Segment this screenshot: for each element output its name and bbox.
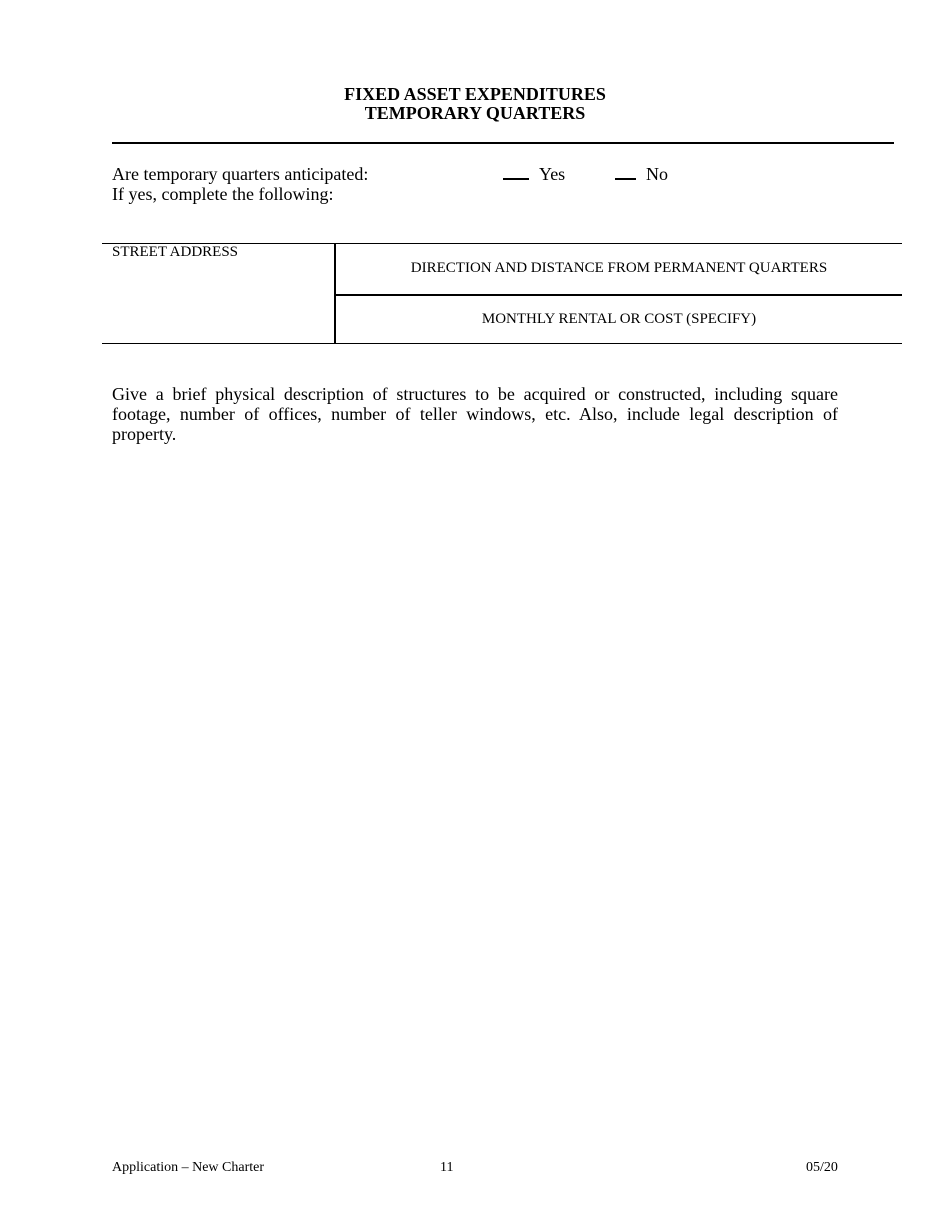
question-instruction: If yes, complete the following: [112,184,334,204]
table-bottom-border [102,343,902,344]
footer-form-name: Application – New Charter [112,1160,265,1175]
footer-revision-date: 05/20 [806,1160,838,1175]
monthly-rental-field[interactable]: MONTHLY RENTAL OR COST (SPECIFY) [481,311,757,327]
street-address-field[interactable]: STREET ADDRESS [112,244,238,260]
no-option[interactable] [615,164,668,184]
table-column-divider [334,243,336,344]
no-label: No [646,164,668,184]
direction-distance-field[interactable]: DIRECTION AND DISTANCE FROM PERMANENT QUARTERS [410,260,828,276]
question-text: Are temporary quarters anticipated: [112,164,369,184]
description-instructions: Give a brief physical description of structures to be acquired or constructed, including square footage, number of offices, number of teller windows, etc. Also, include legal description of property. [112,384,838,444]
footer-page-number: 11 [440,1160,454,1175]
yes-label: Yes [539,164,566,184]
no-blank[interactable] [615,178,636,180]
header-divider [112,142,894,144]
table-middle-border [335,294,902,296]
page-subtitle: TEMPORARY QUARTERS [364,103,586,123]
page-title: FIXED ASSET EXPENDITURES [344,84,606,104]
yes-option[interactable] [503,164,565,184]
yes-blank[interactable] [503,178,529,180]
